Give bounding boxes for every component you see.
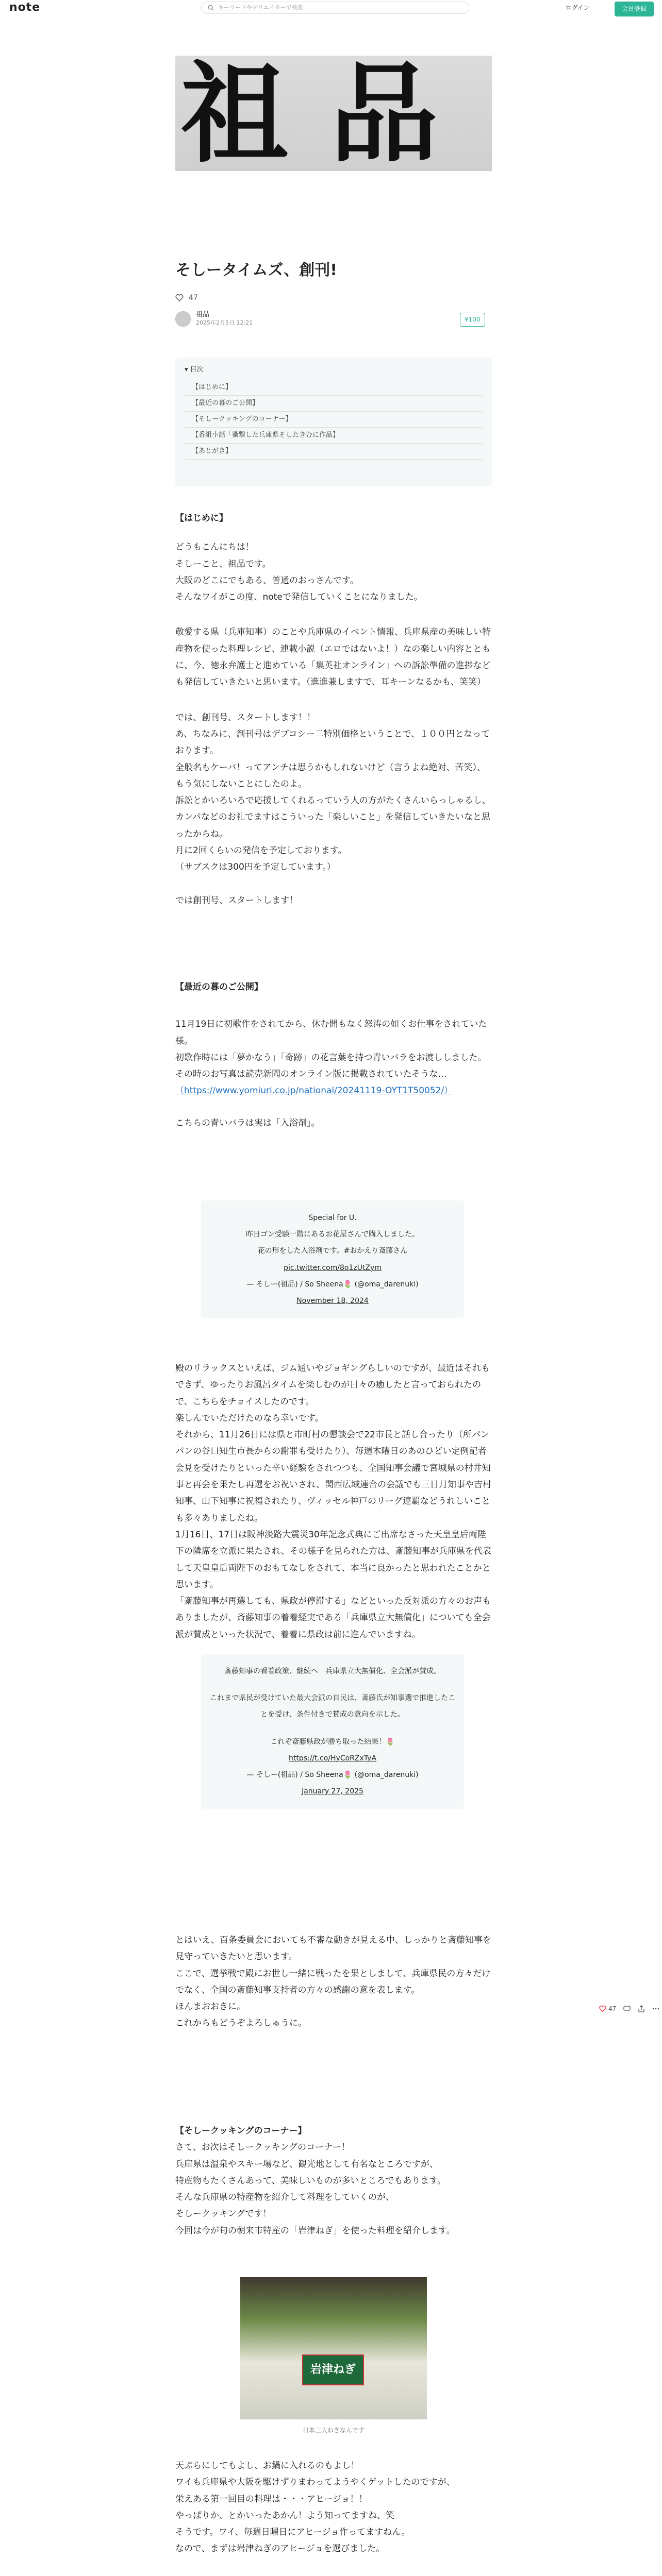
section-heading: 【最近の暮のご公開】 [175, 982, 263, 992]
intro-section [175, 510, 492, 909]
paragraph: それから、11月26日には県と市町村の懇談会で22市長と話し合ったり（所パンパンの谷口知生市長からの謝罪も受けたり）、毎週木曜日のあのひどい定例記者会見を受けたりといった辛い経験をされつつも、全国知事会議で宮城県の村井知事と再会を果たし再選をお祝いされ、関西広域連合の会議でも三日月知事や吉村知事、山下知事に祝福されたり、ヴィッセル神戸のリーグ連覇などうれしいことも多々ありましたね。 [175, 1430, 492, 1523]
tweet-text: 斎藤知事の看着政策、継続へ 兵庫県立大無償化、全会派が賛成。 [224, 1667, 441, 1675]
share-icon[interactable] [638, 2005, 645, 2012]
tweet-signature: — そしー(祖品) / So Sheena🌷 (@oma_darenuki) [246, 1280, 419, 1289]
side-like-count: 47 [608, 2005, 617, 2012]
like-count: 47 [189, 294, 198, 302]
like-row [175, 291, 198, 305]
hero-char-1: 祖 [180, 56, 289, 171]
floating-actions [599, 2003, 659, 2015]
toc-item[interactable]: 【そしークッキングのコーナー】 [185, 412, 483, 428]
paragraph: 11月19日に初歌作をされてから、休む間もなく怒涛の如くお仕事をされていた様。 [175, 1019, 487, 1046]
paragraph: 1月16日、17日は阪神淡路大震災30年記念式典にご出席なさった天皇皇后両陛下の隣席を立派に果たされ、その様子を見られた方は、斎藤知事が兵庫県を代表して天皇皇后両陛下のおもてなしをされて、本当に良かったと思われたことかと思います。 [175, 1529, 492, 1590]
tweet-link[interactable]: pic.twitter.com/8o1zUtZym [284, 1263, 382, 1272]
recipe-heading [175, 2573, 492, 2576]
paragraph: 天ぷらにしてもよし、お鍋に入れるのもよし！ [175, 2461, 359, 2471]
paragraph: 月に2回くらいの発信を予定しております。 [175, 845, 347, 856]
signup-button[interactable]: 会員登録 [615, 2, 654, 16]
tweet-text [209, 1680, 456, 1690]
tweet-text [209, 1723, 456, 1734]
tweet-link[interactable]: https://t.co/HyCoRZxTyA [288, 1754, 377, 1762]
paragraph: そうです。ワイ、毎週日曜日にアヒージョ作ってますねん。 [175, 2527, 410, 2538]
side-like[interactable] [599, 2003, 616, 2015]
recent-section [175, 979, 492, 1131]
paragraph: ワイも兵庫県や大阪を駆けずりまわってようやくゲットしたのですが、 [175, 2477, 455, 2488]
tweet-text: これぞ斎藤県政が勝ち取った結果！🌷 [270, 1737, 395, 1746]
paragraph: そんな兵庫県の特産物を紹介して料理をしていくのが、 [175, 2192, 394, 2203]
news-link[interactable]: （https://www.yomiuri.co.jp/national/20241119-OYT1T50052/） [175, 1086, 453, 1096]
paragraph: さて、お次はそしークッキングのコーナー！ [175, 2142, 351, 2153]
login-link[interactable]: ログイン [565, 4, 590, 11]
tweet-text: 昨日ゴン受験一階にあるお花屋さんで購入しました。 [246, 1230, 419, 1239]
paragraph: 訴訟とかいろいろで応援してくれるっていう人の方がたくさんいらっしゃるし、カンパなどのお礼でますはこういった「楽しいこと」を発信していきたいなと思ったからね。 [175, 795, 491, 839]
hero-char-2: 品 [330, 56, 439, 171]
paragraph: ここで、選挙戦で殿にお世し一緒に戦ったを果としまして、兵庫県民の方々だけでなく、全国の斎藤知事支持者の方々の感謝の意を表します。 [175, 1968, 491, 1995]
paragraph: なので、まずは岩津ねぎのアヒージョを選びました。 [175, 2544, 385, 2554]
mid-section [175, 1360, 492, 1643]
paragraph: （サブスクは300円を予定しています。） [175, 862, 336, 873]
author-info[interactable] [175, 311, 253, 327]
paragraph: 敬愛する県（兵庫知事）のことや兵庫県のイベント情報、兵庫県産の美味しい特産物を使った料理レシピ、連載小説（エロではないよ！）なの楽しい内容とともに、今、徳永弁護士と進めている「集英社オンライン」への訴訟準備の進捗なども発信していきたいと思います。（進進兼しますで、耳キーンなるかも、笑笑） [175, 627, 491, 688]
paragraph: 特産物もたくさんあって、美味しいものが多いところでもあります。 [175, 2175, 446, 2186]
mid2-section [175, 1932, 492, 2032]
heart-icon[interactable] [175, 294, 184, 302]
tweet-text: 花の形をした入浴剤です。#おかえり斎藤さん [257, 1247, 408, 1256]
paragraph: そしーこと、祖品です。 [175, 558, 271, 569]
table-of-contents [175, 358, 492, 486]
note-logo[interactable]: note [9, 1, 41, 14]
paragraph: 初歌作時には「夢かなう」「奇跡」の花言葉を持つ青いバラをお渡ししました。 [175, 1052, 487, 1063]
section-heading: 【はじめに】 [175, 513, 228, 523]
avatar[interactable] [175, 311, 191, 327]
top-header [0, 0, 662, 15]
paragraph: そしークッキングです！ [175, 2209, 272, 2219]
tweet-text: Special for U. [308, 1214, 357, 1222]
paragraph: 殿のリラックスといえば、ジム通いやジョギングらしいのですが、最近はそれもできず、ゆったりお風呂タイムを楽しむのが日々の癒したと言っておられたので、こちらをチョイスしたのです。 [175, 1363, 490, 1407]
section-heading: 【そしークッキングのコーナー】 [175, 2126, 307, 2136]
author-name[interactable]: 祖品 [196, 311, 210, 318]
heart-icon [599, 2005, 606, 2012]
paragraph: 兵庫県は温泉やスキー場など、観光地として有名なところですが、 [175, 2159, 438, 2170]
more-icon[interactable] [652, 2005, 659, 2012]
toc-heading[interactable]: ▾ 目次 [185, 366, 204, 374]
paragraph: その時のお写真は読売新聞のオンライン版に掲載されていたそうな… [175, 1069, 447, 1080]
tweet-date[interactable]: January 27, 2025 [302, 1787, 363, 1796]
paragraph: 全般名もケーバ！ってアンチは思うかもしれないけど（言うよね絶対、苦笑）、もう気にしないことにしたのよ。 [175, 762, 486, 789]
search-input[interactable] [201, 2, 469, 14]
paragraph: 「斎藤知事が再選しても、県政が停滞する」などといった反対派の方々のお声もありましたが、斎藤知事の着着経実である「兵庫県立大無償化」についても全会派が賛成といった状況で、着着に県政は前に進んでいますね。 [175, 1596, 491, 1640]
paragraph: 楽しんでいただけたのなら幸いです。 [175, 1413, 324, 1423]
negi-label: 岩津ねぎ [302, 2354, 364, 2385]
price-badge: ¥100 [460, 313, 485, 327]
paragraph: そんなワイがこの度、noteで発信していくことになりました。 [175, 592, 423, 603]
embedded-tweet[interactable] [201, 1200, 464, 1318]
hero-image [175, 56, 492, 171]
tweet-text: これまで県民が受けていた最大会派の自民は、斎藤氏が知事選で推進したことを受け、条件付きで賛成の意向を示した。 [210, 1694, 455, 1719]
tweet-signature: — そしー(祖品) / So Sheena🌷 (@oma_darenuki) [246, 1770, 419, 1779]
comment-icon[interactable] [623, 2005, 631, 2012]
paragraph: こちらの青いバラは実は「入浴剤」。 [175, 1117, 320, 1128]
article-title: そしータイムズ、創刊! [175, 261, 337, 279]
search-placeholder: キーワードやクリエイターで検索 [218, 4, 303, 11]
paragraph: とはいえ、百条委員会においても不審な動きが見える中、しっかりと斎藤知事を見守っていきたいと思います。 [175, 1935, 492, 1962]
paragraph: 栄えある第一回目の料理は・・・アヒージョ！！ [175, 2494, 368, 2504]
search-icon [208, 5, 214, 11]
paragraph: ほんまおおきに。 [175, 2002, 245, 2012]
publish-date: 2025年2月5日 12:21 [196, 319, 253, 326]
paragraph: では、創刊号、スタートします！！ [175, 712, 316, 723]
cooking-text-2 [175, 2458, 492, 2576]
cooking-section [175, 2123, 492, 2239]
toc-item[interactable]: 【最近の暮のご公開】 [185, 396, 483, 412]
paragraph: 今回は今が旬の朝来市特産の「岩津ねぎ」を使った料理を紹介します。 [175, 2225, 455, 2236]
paragraph: では創刊号、スタートします！ [175, 895, 298, 906]
paragraph: どうもこんにちは！ [175, 542, 254, 553]
embedded-tweet[interactable] [201, 1654, 464, 1809]
toc-item[interactable]: 【番組小話「衝撃した兵庫県そしたきむに作品】 [185, 428, 483, 444]
paragraph: やっぱりか、とかいったあかん！よう知ってますね、笑 [175, 2510, 394, 2521]
photo-caption: 日本三大ねぎなんです [302, 2427, 365, 2434]
tweet-date[interactable]: November 18, 2024 [296, 1296, 369, 1305]
toc-item[interactable]: 【はじめに】 [185, 380, 483, 396]
paragraph: 大阪のどこにでもある、普通のおっさんです。 [175, 575, 359, 586]
toc-item[interactable]: 【あとがき】 [185, 444, 483, 460]
negi-photo [240, 2277, 427, 2419]
paragraph: これからもどうぞよろしゅうに。 [175, 2018, 307, 2029]
paragraph: あ、ちなみに、創刊号はデブコシー二特別価格ということで、１００円となっております。 [175, 728, 490, 756]
